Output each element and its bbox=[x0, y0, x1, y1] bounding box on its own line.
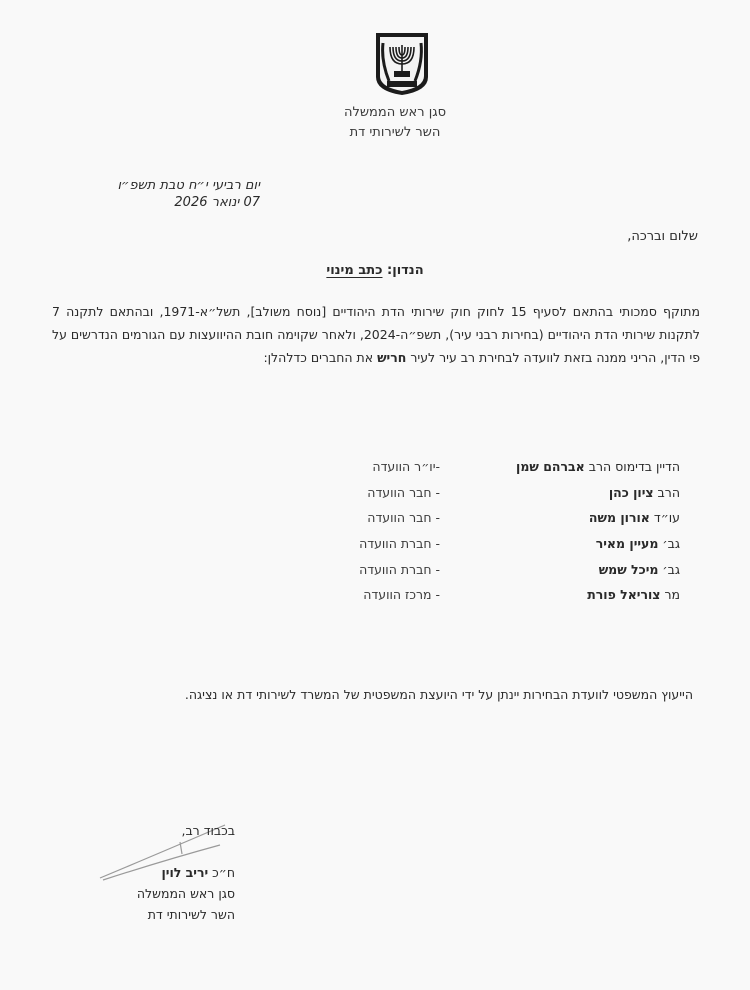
signer bbox=[95, 862, 235, 883]
hebrew-date: יום רביעי י״ח טבת תשפ״ו bbox=[117, 178, 260, 193]
body-text-end: את החברים כדלהלן: bbox=[263, 350, 374, 365]
member-name: מעיין מאיר bbox=[595, 536, 659, 552]
signature-block bbox=[95, 820, 235, 925]
body-paragraph bbox=[52, 300, 700, 369]
signer-name: יריב לוין bbox=[161, 865, 209, 880]
date-block bbox=[60, 177, 260, 211]
member-name: אורון משה bbox=[588, 510, 650, 526]
member-row bbox=[60, 485, 680, 511]
body-text: מתוקף סמכותי בהתאם לסעיף 15 לחוק חוק שירותי הדת היהודיים [נוסח משולב], תשל״א-1971, ובהתאם לתקנה 7 לתקנות שירותי הדת היהודיים (בחירות רבני עיר), תשפ״ה-2024, ולאחר שקוימה חובת ההיוועצות עם הגורמים הנדרשים על פי הדין, הריני ממנה בזאת לוועדה לבחירת רב עיר לעיר bbox=[52, 304, 700, 365]
letterhead bbox=[275, 103, 515, 143]
member-row bbox=[60, 459, 680, 485]
member-name: מיכל שמש bbox=[598, 561, 659, 577]
member-row bbox=[60, 587, 680, 613]
member-name: אברהם שמן bbox=[516, 459, 585, 474]
committee-members-list bbox=[60, 459, 680, 613]
member-role: -יו״ר הוועדה bbox=[372, 459, 440, 474]
letterhead-title: סגן ראש הממשלה bbox=[343, 105, 447, 120]
member-title: הרב bbox=[657, 484, 680, 500]
subject-line bbox=[0, 263, 750, 278]
signer-office: השר לשירותי דת bbox=[147, 907, 235, 922]
member-role: - חברת הוועדה bbox=[359, 536, 440, 552]
member-role: - מרכז הוועדה bbox=[363, 587, 440, 603]
legal-advice-note: הייעוץ המשפטי לוועדת הבחירות יינתן על ידי היועצת המשפטית של המשרד לשירותי דת או נציגה. bbox=[184, 687, 693, 702]
gregorian-date: 07 ינואר 2026 bbox=[174, 195, 260, 210]
member-name: ציון כהן bbox=[608, 484, 654, 500]
signer-title: סגן ראש הממשלה bbox=[136, 886, 235, 901]
letterhead-subtitle: השר לשירותי דת bbox=[349, 125, 441, 140]
subject-title: כתב מינוי bbox=[326, 263, 383, 278]
signer-prefix: ח״כ bbox=[212, 865, 235, 880]
member-role: - חברת הוועדה bbox=[359, 561, 440, 577]
closing: בכבוד רב, bbox=[181, 823, 235, 838]
member-title: עו״ד bbox=[653, 510, 680, 526]
member-name: צוריאל פורת bbox=[587, 587, 661, 603]
member-title: גב׳ bbox=[662, 561, 680, 577]
member-row bbox=[60, 536, 680, 562]
member-row bbox=[60, 510, 680, 536]
member-row bbox=[60, 562, 680, 588]
state-emblem-icon bbox=[373, 31, 431, 97]
member-title: הדיין בדימוס הרב bbox=[588, 459, 680, 474]
subject-label: הנדון: bbox=[387, 263, 424, 278]
greeting: שלום וברכה, bbox=[627, 229, 698, 244]
member-title: מר bbox=[664, 587, 680, 603]
member-title: גב׳ bbox=[662, 536, 680, 552]
member-role: - חבר הוועדה bbox=[367, 484, 440, 500]
member-role: - חבר הוועדה bbox=[367, 510, 440, 526]
city-name: חריש bbox=[377, 350, 407, 365]
